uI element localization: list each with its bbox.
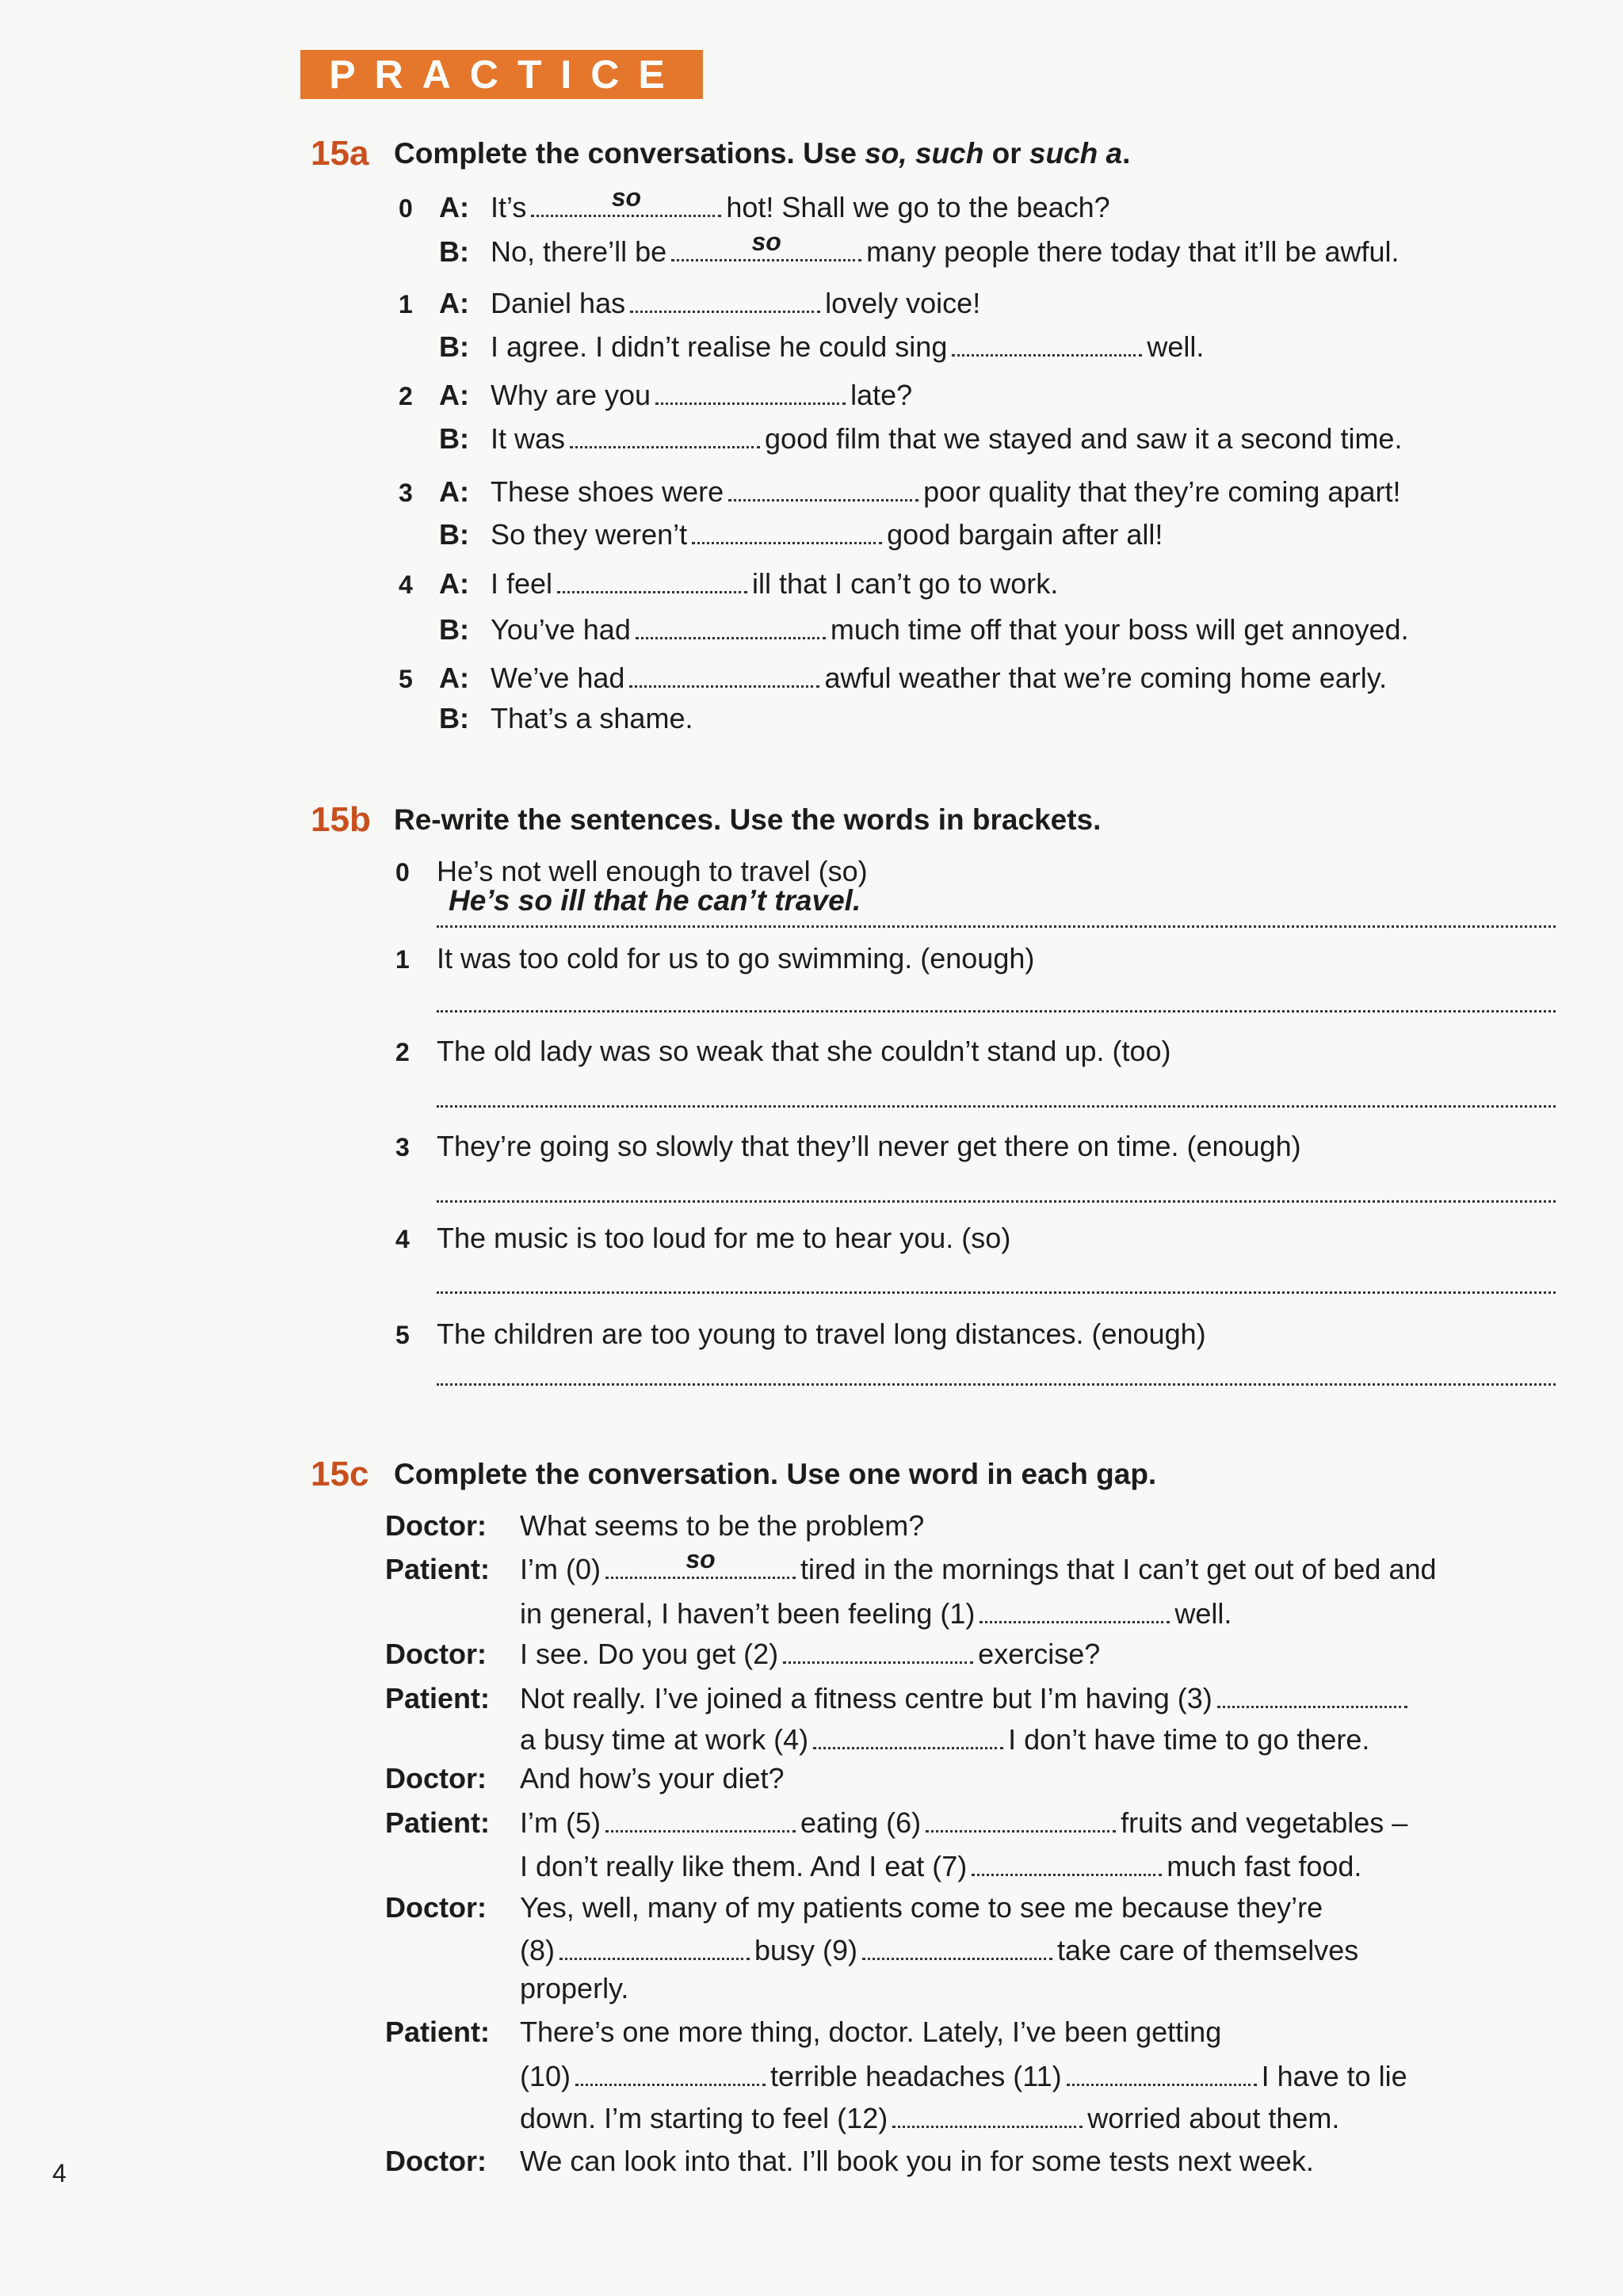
dialogue-line — [520, 1848, 1361, 1885]
speaker-label: A: — [439, 379, 469, 411]
dialogue-line — [491, 227, 1400, 270]
speaker-label: B: — [439, 235, 469, 268]
text-segment: take care of themselves — [1057, 1934, 1359, 1966]
speaker-line — [439, 377, 469, 414]
text-segment: awful weather that we’re coming home early. — [824, 662, 1388, 694]
blank-gap — [629, 666, 819, 688]
blank-gap — [972, 1855, 1162, 1876]
question-text: They’re going so slowly that they’ll never get there on time. (enough) — [437, 1130, 1301, 1162]
text-segment: down. I’m starting to feel (12) — [520, 2102, 888, 2134]
text-segment: Complete the conversations. Use — [394, 137, 865, 170]
blank-gap — [671, 227, 861, 261]
dialogue-line — [520, 1508, 924, 1544]
sample-answer: He’s so ill that he can’t travel. — [449, 884, 861, 917]
speaker-line — [385, 2143, 487, 2180]
text-segment: late? — [850, 379, 913, 411]
blank-gap — [570, 427, 760, 448]
exercise-instruction — [394, 135, 1130, 172]
text-segment: I don’t have time to go there. — [1008, 1723, 1370, 1756]
dotted-answer-line — [437, 1383, 1556, 1386]
speaker-line — [439, 189, 469, 226]
item-number-line — [395, 1033, 410, 1070]
speaker-label: A: — [439, 191, 469, 223]
text-segment: properly. — [520, 1972, 629, 2004]
text-segment: tired in the mornings that I can’t get out of bed and — [800, 1553, 1437, 1585]
text-segment: Daniel has — [491, 287, 626, 319]
item-number-line — [399, 189, 413, 226]
gap-answer: so — [751, 227, 781, 256]
blank-gap — [892, 2107, 1083, 2128]
blank-gap — [630, 292, 820, 313]
speaker-line — [439, 700, 469, 737]
text-segment: hot! Shall we go to the beach? — [726, 191, 1110, 223]
item-number: 2 — [399, 382, 413, 410]
text-segment: There’s one more thing, doctor. Lately, I’ve been getting — [520, 2016, 1222, 2048]
speaker-label: Patient: — [385, 1806, 491, 1839]
speaker-label: Doctor: — [385, 2145, 487, 2177]
text-segment: well. — [1147, 330, 1205, 363]
blank-gap — [655, 383, 846, 405]
speaker-label: Doctor: — [385, 1638, 487, 1670]
item-number-line — [399, 474, 413, 510]
text-segment: (8) — [520, 1934, 555, 1966]
dialogue-line — [491, 421, 1402, 457]
item-number: 4 — [399, 570, 413, 599]
dialogue-line — [520, 1805, 1407, 1841]
speaker-line — [439, 517, 469, 553]
gap-answer: so — [685, 1545, 716, 1573]
dotted-answer-line — [437, 1105, 1556, 1108]
blank-gap — [813, 1728, 1003, 1749]
blank-gap — [531, 183, 721, 217]
item-number: 1 — [395, 945, 410, 974]
speaker-label: A: — [439, 287, 469, 319]
blank-gap — [557, 572, 747, 593]
dialogue-line — [520, 1596, 1232, 1632]
speaker-line — [439, 421, 469, 457]
dotted-answer-line — [437, 1291, 1556, 1294]
text-segment: many people there today that it’ll be awful. — [866, 235, 1400, 268]
text-segment: No, there’ll be — [491, 235, 667, 268]
item-number: 5 — [395, 1321, 410, 1349]
exercise-number: 15a — [311, 134, 369, 173]
item-number-line — [395, 853, 410, 890]
speaker-line — [385, 1760, 487, 1797]
blank-gap — [692, 523, 882, 544]
item-number-line — [395, 1220, 410, 1257]
blank-gap — [926, 1811, 1116, 1833]
text-segment: exercise? — [978, 1638, 1101, 1670]
dialogue-line — [520, 1932, 1358, 1969]
item-number: 1 — [399, 290, 413, 318]
speaker-line — [385, 2014, 490, 2050]
speaker-label: Doctor: — [385, 1762, 487, 1794]
text-segment: What seems to be the problem? — [520, 1509, 925, 1542]
text-segment: . — [1122, 137, 1131, 170]
dialogue-line — [520, 2143, 1314, 2180]
text-segment: poor quality that they’re coming apart! — [923, 475, 1401, 508]
item-number-line — [395, 1316, 410, 1352]
text-segment: Complete the conversation. Use one word in each gap. — [394, 1458, 1157, 1490]
item-number-line — [395, 940, 410, 977]
dialogue-line — [520, 2058, 1407, 2095]
dialogue-line — [520, 1636, 1100, 1672]
question-line — [437, 1220, 1010, 1257]
dialogue-line — [520, 2014, 1221, 2050]
speaker-line — [439, 660, 469, 696]
speaker-line — [439, 474, 469, 510]
dialogue-line — [520, 1760, 785, 1797]
item-number-line — [399, 285, 413, 322]
text-segment: worried about them. — [1087, 2102, 1340, 2134]
speaker-label: B: — [439, 613, 469, 646]
item-number: 3 — [399, 479, 413, 507]
dotted-answer-line — [437, 1200, 1556, 1203]
question-text: The old lady was so weak that she couldn’t stand up. (too) — [437, 1035, 1171, 1067]
speaker-label: B: — [439, 518, 469, 551]
text-segment: I see. Do you get (2) — [520, 1638, 779, 1670]
question-text: The music is too loud for me to hear you. (so) — [437, 1222, 1011, 1254]
speaker-line — [385, 1551, 490, 1588]
speaker-label: A: — [439, 475, 469, 508]
dialogue-line — [491, 700, 693, 737]
speaker-line — [385, 1508, 487, 1544]
text-segment: I agree. I didn’t realise he could sing — [491, 330, 948, 363]
dialogue-line — [520, 1545, 1437, 1588]
speaker-label: Patient: — [385, 2016, 491, 2048]
answer-line-text — [449, 883, 861, 919]
blank-gap — [980, 1602, 1170, 1623]
blank-gap — [575, 2065, 766, 2086]
speaker-label: Doctor: — [385, 1509, 487, 1542]
exercise-instruction — [394, 1456, 1156, 1493]
speaker-line — [439, 329, 469, 365]
item-number: 0 — [395, 858, 410, 887]
text-segment: much time off that your boss will get annoyed. — [830, 613, 1409, 646]
exercise-instruction — [394, 802, 1101, 838]
item-number: 3 — [395, 1133, 410, 1161]
blank-gap — [1217, 1687, 1407, 1708]
dialogue-line — [491, 474, 1401, 510]
dialogue-line — [491, 183, 1110, 226]
question-text: It was too cold for us to go swimming. (enough) — [437, 942, 1035, 974]
exercise-label — [311, 135, 369, 172]
practice-banner: PRACTICE — [300, 50, 703, 99]
text-segment: Why are you — [491, 379, 651, 411]
text-segment: well. — [1174, 1597, 1232, 1630]
speaker-label: B: — [439, 702, 469, 734]
exercise-number: 15b — [311, 800, 371, 839]
speaker-label: A: — [439, 662, 469, 694]
text-segment: I have to lie — [1261, 2060, 1407, 2092]
exercise-label — [311, 1456, 369, 1493]
text-segment: We can look into that. I’ll book you in for some tests next week. — [520, 2145, 1314, 2177]
item-number-line — [399, 660, 413, 696]
dialogue-line — [491, 285, 980, 322]
dialogue-line — [491, 612, 1409, 648]
text-segment: or — [983, 137, 1029, 170]
text-segment: (10) — [520, 2060, 571, 2092]
item-number-line — [399, 566, 413, 602]
italic-segment: so, such — [865, 137, 984, 170]
item-number: 2 — [395, 1038, 410, 1066]
speaker-line — [439, 234, 469, 270]
blank-gap — [783, 1642, 973, 1664]
question-line — [437, 1316, 1206, 1352]
text-segment: I don’t really like them. And I eat (7) — [520, 1850, 968, 1882]
item-number: 0 — [399, 194, 413, 223]
text-segment: We’ve had — [491, 662, 625, 694]
text-segment: That’s a shame. — [491, 702, 693, 734]
text-segment: Not really. I’ve joined a fitness centre but I’m having (3) — [520, 1682, 1212, 1714]
speaker-line — [385, 1636, 487, 1672]
text-segment: in general, I haven’t been feeling (1) — [520, 1597, 976, 1630]
speaker-line — [439, 285, 469, 322]
item-number-line — [399, 377, 413, 414]
text-segment: And how’s your diet? — [520, 1762, 785, 1794]
speaker-line — [385, 1680, 490, 1717]
text-segment: a busy time at work (4) — [520, 1723, 809, 1756]
dialogue-line — [491, 517, 1163, 553]
text-segment: So they weren’t — [491, 518, 688, 551]
question-line — [437, 940, 1034, 977]
text-segment: ill that I can’t go to work. — [752, 567, 1059, 600]
item-number: 4 — [395, 1225, 410, 1253]
text-segment: Yes, well, many of my patients come to see me because they’re — [520, 1891, 1323, 1924]
dialogue-line — [491, 566, 1058, 602]
speaker-line — [439, 566, 469, 602]
blank-gap — [728, 480, 918, 502]
gap-answer: so — [611, 183, 642, 212]
speaker-label: Patient: — [385, 1682, 491, 1714]
question-line — [437, 1033, 1171, 1070]
blank-gap — [605, 1811, 796, 1833]
text-segment: You’ve had — [491, 613, 631, 646]
exercise-number: 15c — [311, 1455, 369, 1493]
text-segment: much fast food. — [1167, 1850, 1362, 1882]
speaker-label: Patient: — [385, 1553, 491, 1585]
speaker-label: B: — [439, 330, 469, 363]
text-segment: These shoes were — [491, 475, 724, 508]
speaker-label: Doctor: — [385, 1891, 487, 1924]
item-number: 5 — [399, 665, 413, 693]
speaker-line — [439, 612, 469, 648]
text-segment: I’m (5) — [520, 1806, 601, 1839]
text-segment: busy (9) — [754, 1934, 858, 1966]
text-segment: It’s — [491, 191, 527, 223]
blank-gap — [636, 618, 826, 639]
dialogue-line — [520, 1970, 628, 2007]
text-segment: good film that we stayed and saw it a second time. — [765, 422, 1403, 455]
blank-gap — [559, 1939, 750, 1960]
dialogue-line — [520, 1680, 1412, 1717]
speaker-line — [385, 1890, 487, 1926]
dotted-answer-line — [437, 925, 1556, 928]
blank-gap — [605, 1545, 796, 1579]
speaker-label: B: — [439, 422, 469, 455]
exercise-label — [311, 802, 371, 838]
dialogue-line — [520, 2100, 1339, 2137]
dotted-answer-line — [437, 1010, 1556, 1013]
text-segment: good bargain after all! — [887, 518, 1163, 551]
dialogue-line — [491, 660, 1387, 696]
question-text: He’s not well enough to travel (so) — [437, 855, 868, 887]
italic-segment: such a — [1029, 137, 1123, 170]
speaker-line — [385, 1805, 490, 1841]
text-segment: terrible headaches (11) — [770, 2060, 1062, 2092]
blank-gap — [862, 1939, 1052, 1960]
blank-gap — [952, 335, 1142, 357]
page-number: 4 — [52, 2159, 67, 2187]
item-number-line — [395, 1128, 410, 1165]
question-line — [437, 1128, 1301, 1165]
text-segment: I’m (0) — [520, 1553, 601, 1585]
text-segment: lovely voice! — [825, 287, 981, 319]
dialogue-line — [491, 329, 1204, 365]
text-segment: eating (6) — [800, 1806, 922, 1839]
text-segment: I feel — [491, 567, 553, 600]
dialogue-line — [520, 1722, 1369, 1758]
text-segment: fruits and vegetables – — [1121, 1806, 1408, 1839]
dialogue-line — [520, 1890, 1323, 1926]
text-segment: Re-write the sentences. Use the words in brackets. — [394, 803, 1102, 836]
text-segment: It was — [491, 422, 566, 455]
question-text: The children are too young to travel long distances. (enough) — [437, 1318, 1206, 1350]
blank-gap — [1067, 2065, 1257, 2086]
speaker-label: A: — [439, 567, 469, 600]
dialogue-line — [491, 377, 912, 414]
